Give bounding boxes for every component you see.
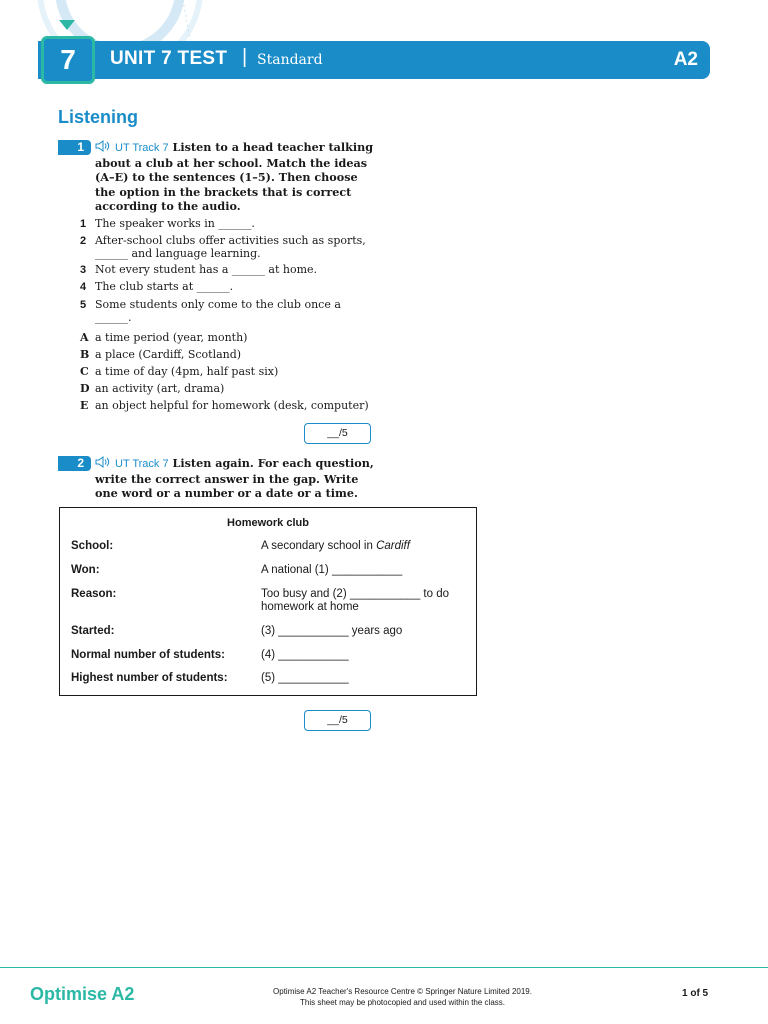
sentence-item (80, 217, 255, 231)
row-label: School: (71, 540, 114, 552)
row-value[interactable] (261, 588, 449, 614)
page-number: 1 of 5 (682, 988, 709, 999)
sentence-line: After-school clubs offer activities such as sports, (95, 234, 366, 247)
instruction-line: Listen again. For each question, (172, 456, 374, 470)
sentence-text (95, 298, 395, 324)
copyright-line: Optimise A2 Teacher's Resource Centre © Springer Nature Limited 2019. (273, 987, 532, 996)
footer-rule (0, 967, 768, 968)
test-level: Standard (257, 52, 323, 68)
option-text: a place (Cardiff, Scotland) (95, 348, 242, 361)
row-value[interactable]: (4) ___________ (261, 649, 349, 661)
footer-brand: Optimise A2 (30, 984, 135, 1004)
row-value-line: homework at home (261, 601, 359, 613)
option-item (80, 382, 225, 395)
instruction-line: the option in the brackets that is correct (95, 184, 352, 199)
title-separator: | (242, 46, 248, 68)
exercise-2-instruction (95, 456, 385, 501)
sentence-text: The speaker works in ______. (95, 217, 255, 230)
row-value: A secondary school in Cardiff (261, 540, 410, 552)
exercise-1-instruction (95, 140, 385, 214)
row-label: Reason: (71, 588, 117, 600)
table-title: Homework club (227, 517, 309, 529)
instruction-line: Listen to a head teacher talking (172, 140, 374, 154)
option-text: a time of day (4pm, half past six) (95, 365, 279, 378)
option-text: an activity (art, drama) (95, 382, 225, 395)
option-letter: C (80, 365, 89, 378)
homework-club-table (59, 507, 477, 696)
instruction-line: according to the audio. (95, 199, 241, 214)
option-item (80, 331, 248, 344)
instruction-line: (A–E) to the sentences (1–5). Then choose (95, 170, 358, 185)
audio-track-label[interactable]: UT Track 7 (115, 142, 169, 154)
option-letter: A (80, 331, 89, 344)
sentence-line: ______ and language learning. (95, 247, 261, 260)
option-letter: E (80, 399, 89, 412)
exercise-1-score-box[interactable]: __/5 (304, 423, 371, 444)
unit-marker-triangle (59, 20, 75, 30)
row-label: Highest number of students: (71, 672, 228, 684)
sentence-item (80, 298, 341, 324)
audio-track-label[interactable]: UT Track 7 (115, 458, 169, 470)
row-label: Started: (71, 625, 115, 637)
unit-number-box (41, 36, 95, 84)
permission-line: This sheet may be photocopied and used within the class. (299, 998, 505, 1007)
instruction-line: one word or a number or a date or a time. (95, 486, 358, 501)
exercise-2-score-box[interactable]: __/5 (304, 710, 371, 731)
option-item (80, 365, 279, 378)
sentence-number: 3 (80, 264, 87, 276)
footer-copyright (240, 986, 565, 1008)
sentence-line: ______. (95, 311, 132, 324)
row-label: Normal number of students: (71, 649, 225, 661)
sentence-item (80, 234, 366, 260)
option-item (80, 399, 369, 412)
speaker-icon[interactable] (95, 456, 115, 468)
row-label: Won: (71, 564, 100, 576)
sentence-item (80, 280, 234, 294)
option-item (80, 348, 242, 361)
sentence-text (95, 234, 395, 260)
sentence-number: 1 (80, 218, 87, 230)
instruction-line: about a club at her school. Match the ideas (95, 155, 368, 170)
sentence-number: 2 (80, 235, 87, 247)
sentence-text: Not every student has a ______ at home. (95, 263, 318, 276)
sentence-number: 5 (80, 299, 87, 311)
option-text: an object helpful for homework (desk, computer) (95, 399, 369, 412)
cardiff-text: Cardiff (376, 540, 410, 552)
instruction-line: write the correct answer in the gap. Write (95, 471, 359, 486)
exercise-2-number: 2 (58, 456, 91, 471)
unit-number: 7 (60, 44, 76, 75)
row-value-line: Too busy and (2) ___________ to do (261, 588, 449, 600)
option-text: a time period (year, month) (95, 331, 248, 344)
option-letter: D (80, 382, 90, 395)
row-value[interactable]: A national (1) ___________ (261, 564, 403, 576)
sentence-item (80, 263, 318, 277)
exercise-1-number: 1 (58, 140, 91, 155)
sentence-number: 4 (80, 281, 87, 293)
cefr-level: A2 (673, 49, 698, 70)
section-heading: Listening (58, 107, 138, 127)
sentence-line: Some students only come to the club once a (95, 298, 341, 311)
row-value[interactable]: (5) ___________ (261, 672, 349, 684)
row-value[interactable]: (3) ___________ years ago (261, 625, 403, 637)
sentence-text: The club starts at ______. (95, 280, 234, 293)
option-letter: B (80, 348, 90, 361)
test-title: UNIT 7 TEST (110, 48, 228, 69)
speaker-icon[interactable] (95, 140, 115, 152)
